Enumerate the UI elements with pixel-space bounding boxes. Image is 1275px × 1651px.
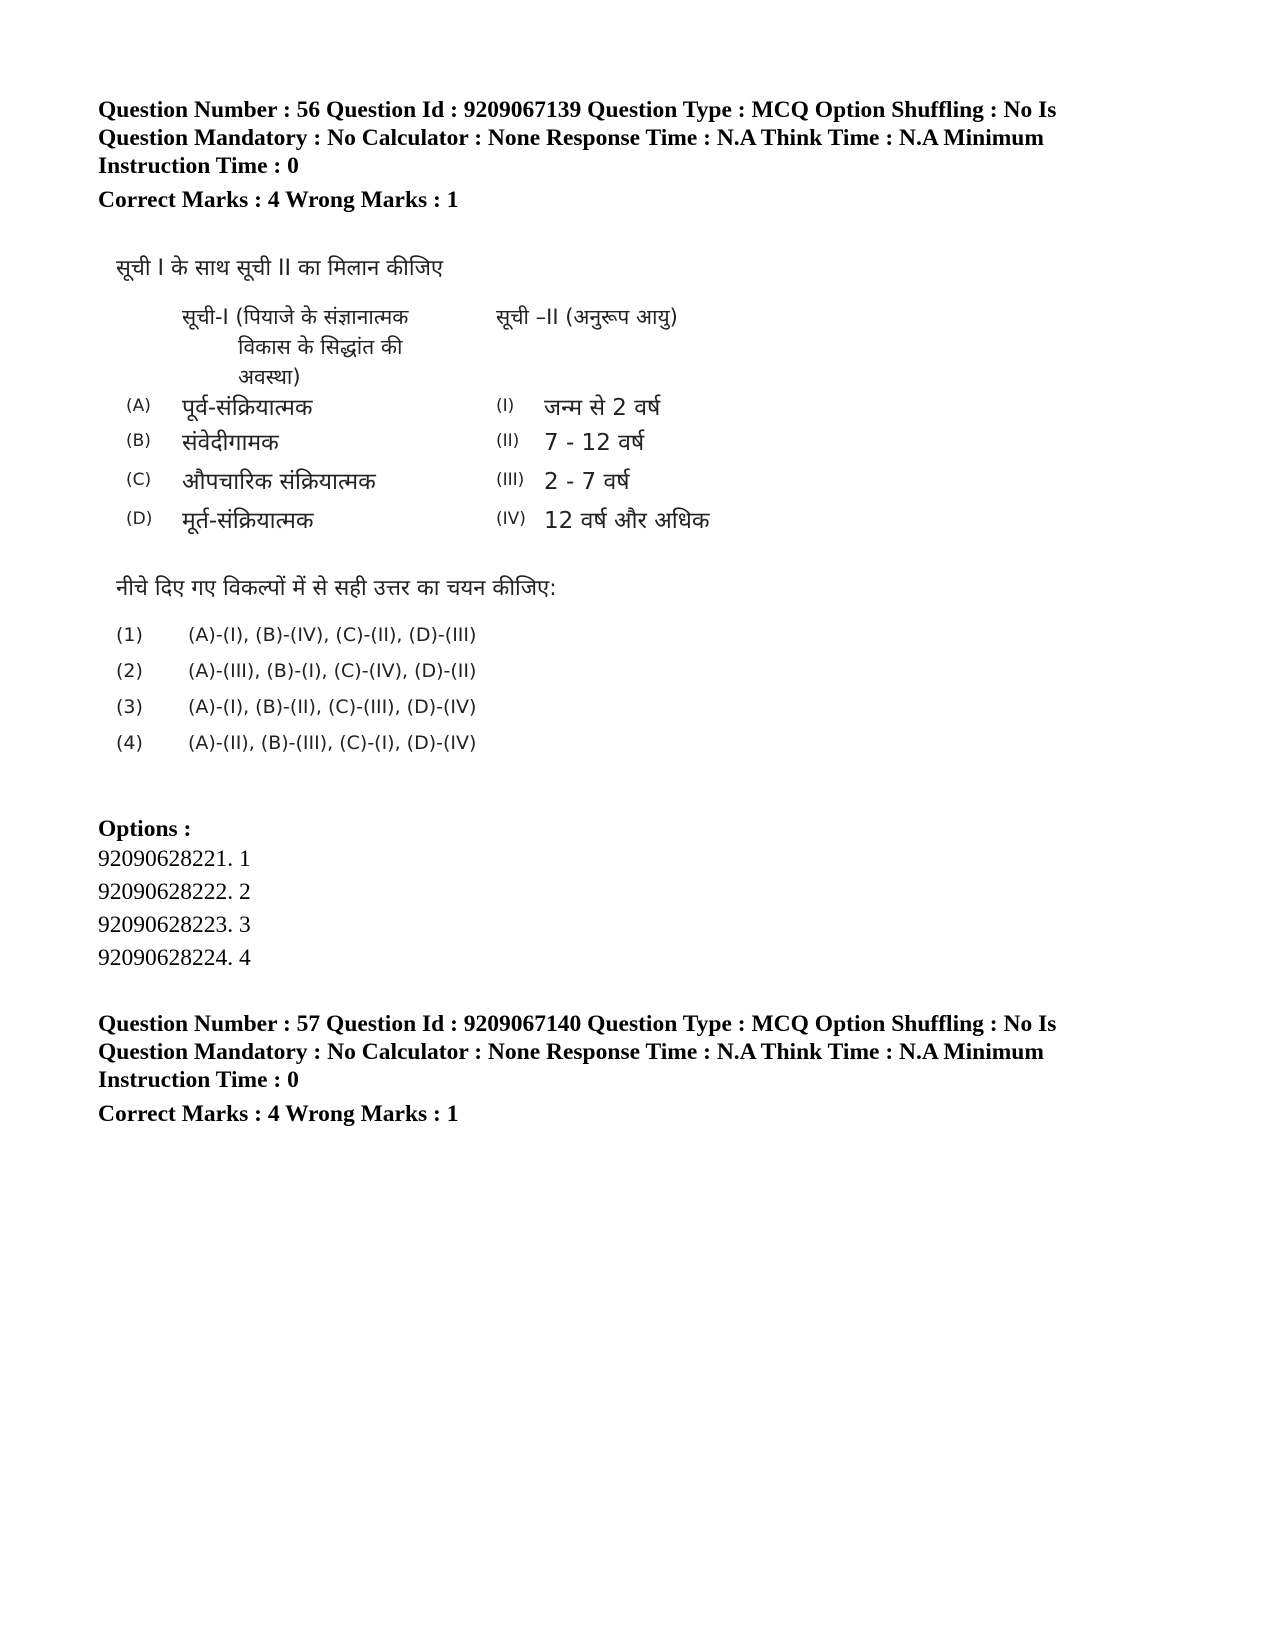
list2-label: (I) bbox=[496, 396, 515, 416]
list1-heading-line: अवस्था) bbox=[238, 365, 301, 389]
choose-instruction: नीचे दिए गए विकल्पों में से सही उत्तर का चयन कीजिए: bbox=[116, 576, 557, 601]
question-meta-line: Instruction Time : 0 bbox=[98, 153, 299, 179]
choice-combination: (A)-(I), (B)-(IV), (C)-(II), (D)-(III) bbox=[188, 624, 477, 646]
list2-item: जन्म से 2 वर्ष bbox=[544, 395, 661, 421]
match-row bbox=[112, 464, 812, 502]
question-meta-line: Question Mandatory : No Calculator : None Response Time : N.A Think Time : N.A Minimum bbox=[98, 1039, 1044, 1065]
list2-label: (II) bbox=[496, 431, 520, 451]
list1-item: संवेदीगामक bbox=[182, 430, 279, 456]
options-title: Options : bbox=[98, 816, 192, 842]
list2-heading: सूची –II (अनुरूप आयु) bbox=[496, 305, 678, 329]
list1-label: (C) bbox=[126, 470, 152, 490]
choice-number: (4) bbox=[116, 732, 143, 754]
list2-label: (IV) bbox=[496, 509, 526, 529]
list1-item: औपचारिक संक्रियात्मक bbox=[182, 469, 376, 495]
question-header-57 bbox=[98, 1010, 1188, 1128]
choice-number: (2) bbox=[116, 660, 143, 682]
list2-label: (III) bbox=[496, 470, 525, 490]
question-body bbox=[112, 240, 812, 800]
list1-heading bbox=[182, 302, 442, 392]
list1-label: (D) bbox=[126, 509, 153, 529]
match-instruction: सूची I के साथ सूची II का मिलान कीजिए bbox=[116, 256, 444, 281]
list2-item: 2 - 7 वर्ष bbox=[544, 469, 630, 495]
choice-combination: (A)-(I), (B)-(II), (C)-(III), (D)-(IV) bbox=[188, 696, 477, 718]
question-meta-line: Question Number : 56 Question Id : 9209067139 Question Type : MCQ Option Shuffling : No Is bbox=[98, 97, 1057, 123]
list1-label: (A) bbox=[126, 396, 151, 416]
options-section bbox=[98, 815, 251, 975]
option-item: 92090628221. 1 bbox=[98, 846, 251, 872]
question-meta-line: Question Number : 57 Question Id : 9209067140 Question Type : MCQ Option Shuffling : No Is bbox=[98, 1011, 1057, 1037]
question-marks: Correct Marks : 4 Wrong Marks : 1 bbox=[98, 187, 459, 213]
option-item: 92090628224. 4 bbox=[98, 945, 251, 971]
match-row bbox=[112, 425, 812, 463]
match-row bbox=[112, 390, 812, 428]
list2-item: 12 वर्ष और अधिक bbox=[544, 508, 710, 534]
list1-label: (B) bbox=[126, 431, 151, 451]
question-header-56 bbox=[98, 96, 1188, 214]
list1-heading-line: विकास के सिद्धांत की bbox=[238, 335, 403, 359]
match-row bbox=[112, 503, 812, 541]
choice-combination: (A)-(II), (B)-(III), (C)-(I), (D)-(IV) bbox=[188, 732, 477, 754]
option-item: 92090628222. 2 bbox=[98, 879, 251, 905]
list2-item: 7 - 12 वर्ष bbox=[544, 430, 645, 456]
question-meta-line: Instruction Time : 0 bbox=[98, 1067, 299, 1093]
question-marks: Correct Marks : 4 Wrong Marks : 1 bbox=[98, 1101, 459, 1127]
choice-combination: (A)-(III), (B)-(I), (C)-(IV), (D)-(II) bbox=[188, 660, 477, 682]
list1-item: पूर्व-संक्रियात्मक bbox=[182, 395, 313, 421]
question-meta-line: Question Mandatory : No Calculator : None Response Time : N.A Think Time : N.A Minimum bbox=[98, 125, 1044, 151]
option-item: 92090628223. 3 bbox=[98, 912, 251, 938]
list1-item: मूर्त-संक्रियात्मक bbox=[182, 508, 314, 534]
list1-heading-line: सूची-I (पियाजे के संज्ञानात्मक bbox=[182, 305, 409, 329]
choice-number: (1) bbox=[116, 624, 143, 646]
choice-number: (3) bbox=[116, 696, 143, 718]
